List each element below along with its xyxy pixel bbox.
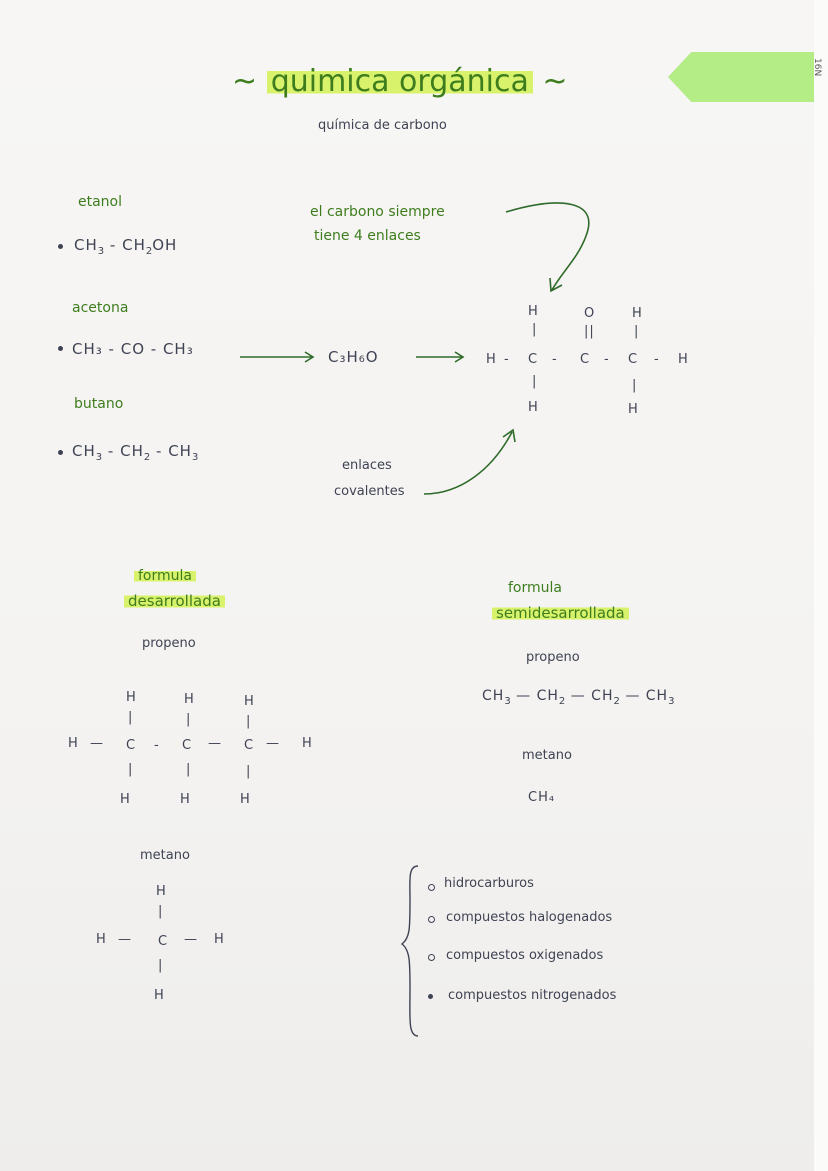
atom-h: H bbox=[632, 306, 643, 321]
atom-h: H bbox=[156, 884, 167, 899]
atom-h: H bbox=[240, 792, 251, 807]
heading-semidesarrollada-line1: formula bbox=[508, 580, 562, 596]
list-item: compuestos halogenados bbox=[446, 910, 613, 925]
arrow-formula-to-structure bbox=[416, 352, 463, 362]
bond-vertical: | bbox=[128, 762, 134, 777]
atom-c: C bbox=[158, 934, 169, 949]
bond-dash: - bbox=[654, 352, 660, 367]
list-bullet bbox=[428, 954, 435, 961]
atom-h: H bbox=[214, 932, 225, 947]
list-item: compuestos nitrogenados bbox=[448, 988, 617, 1003]
bond-dash: - bbox=[154, 738, 160, 753]
bond-vertical: | bbox=[246, 764, 252, 779]
bond-double: || bbox=[584, 324, 595, 339]
bond-horizontal: — bbox=[208, 736, 222, 751]
atom-h: H bbox=[120, 792, 131, 807]
list-bullet bbox=[428, 884, 435, 891]
bond-horizontal: — bbox=[90, 736, 104, 751]
list-bullet bbox=[428, 916, 435, 923]
atom-h: H bbox=[628, 402, 639, 417]
atom-h: H bbox=[678, 352, 689, 367]
atom-h: H bbox=[96, 932, 107, 947]
atom-h: H bbox=[486, 352, 497, 367]
formula-butano: $CH_3 - CH_2 - CH_3$ bbox=[72, 442, 199, 463]
molecular-formula: C₃H₆O bbox=[328, 348, 379, 366]
atom-h: H bbox=[244, 694, 255, 709]
title-decor-right: ~ bbox=[542, 64, 568, 99]
label-metano-left: metano bbox=[140, 848, 190, 863]
bond-single: | bbox=[532, 322, 538, 337]
bond-horizontal: — bbox=[118, 932, 132, 947]
atom-c: C bbox=[182, 738, 193, 753]
list-item: hidrocarburos bbox=[444, 876, 534, 891]
atom-c: C bbox=[528, 352, 539, 367]
arrow-acetona-to-formula bbox=[240, 352, 313, 362]
bond-vertical: | bbox=[128, 710, 134, 725]
bond-single: | bbox=[632, 378, 638, 393]
atom-h: H bbox=[302, 736, 313, 751]
title-text: quimica orgánica bbox=[267, 64, 533, 99]
list-item: compuestos oxigenados bbox=[446, 948, 604, 963]
bond-dash: - bbox=[552, 352, 558, 367]
title-decor-left: ~ bbox=[232, 64, 258, 99]
list-bullet bbox=[428, 994, 433, 999]
heading-desarrollada-line1: formula bbox=[134, 568, 196, 584]
atom-c: C bbox=[126, 738, 137, 753]
bond-single: | bbox=[532, 374, 538, 389]
formula-acetona: CH₃ - CO - CH₃ bbox=[72, 340, 194, 358]
heading-semidesarrollada-line2: semidesarrollada bbox=[492, 604, 629, 622]
arrow-note-carbon bbox=[506, 203, 589, 291]
note-bonds-line2: covalentes bbox=[334, 484, 405, 499]
note-carbon-line1: el carbono siempre bbox=[310, 204, 445, 220]
label-propeno-right: propeno bbox=[526, 650, 580, 665]
note-bonds-line1: enlaces bbox=[342, 458, 392, 473]
page-tab-number: 16N bbox=[812, 58, 822, 77]
atom-h: H bbox=[68, 736, 79, 751]
label-propeno-left: propeno bbox=[142, 636, 196, 651]
atom-h: H bbox=[126, 690, 137, 705]
atom-c: C bbox=[244, 738, 255, 753]
bond-vertical: | bbox=[158, 904, 164, 919]
bond-vertical: | bbox=[158, 958, 164, 973]
atom-o: O bbox=[584, 306, 596, 321]
arrow-note-bonds bbox=[424, 430, 515, 494]
atom-h: H bbox=[528, 400, 539, 415]
heading-desarrollada-line2: desarrollada bbox=[124, 592, 225, 610]
bond-dash: - bbox=[504, 352, 510, 367]
atom-h: H bbox=[180, 792, 191, 807]
compound-name-etanol: etanol bbox=[78, 194, 123, 210]
curly-brace bbox=[402, 866, 418, 1036]
note-carbon-line2: tiene 4 enlaces bbox=[314, 228, 421, 244]
page-subtitle: química de carbono bbox=[318, 118, 447, 133]
bond-horizontal: — bbox=[184, 932, 198, 947]
label-metano-right: metano bbox=[522, 748, 572, 763]
atom-c: C bbox=[580, 352, 591, 367]
formula-etanol: $CH_3 - CH_2OH$ bbox=[74, 236, 178, 257]
compound-name-butano: butano bbox=[74, 396, 124, 412]
atom-h: H bbox=[528, 304, 539, 319]
bond-vertical: | bbox=[186, 712, 192, 727]
propeno-semi-formula: $CH_3$ — $CH_2$ — $CH_2$ — $CH_3$ bbox=[482, 688, 675, 707]
bond-vertical: | bbox=[246, 714, 252, 729]
bond-horizontal: — bbox=[266, 736, 280, 751]
bond-vertical: | bbox=[186, 762, 192, 777]
atom-h: H bbox=[184, 692, 195, 707]
metano-semi-formula: CH₄ bbox=[528, 790, 556, 805]
compound-name-acetona: acetona bbox=[72, 300, 129, 316]
bond-single: | bbox=[634, 324, 640, 339]
bond-dash: - bbox=[604, 352, 610, 367]
atom-c: C bbox=[628, 352, 639, 367]
atom-h: H bbox=[154, 988, 165, 1003]
